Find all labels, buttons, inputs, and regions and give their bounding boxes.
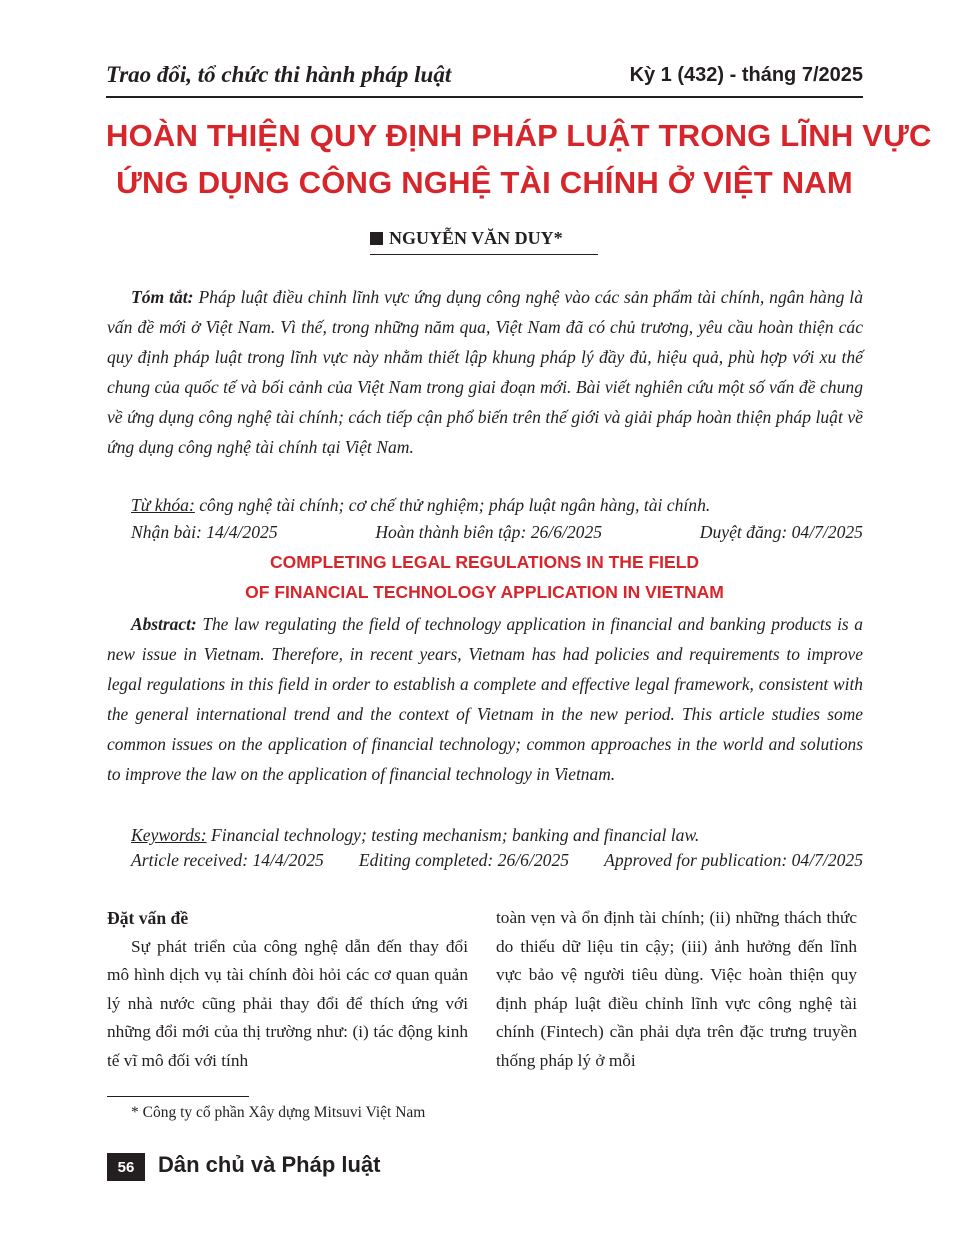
square-bullet-icon xyxy=(370,232,383,245)
body-text-left: Sự phát triển của công nghệ dẫn đến thay đổi mô hình dịch vụ tài chính đòi hỏi các cơ quan quản lý nhà nước cũng phải thay đổi để thích ứng với những đổi mới của thị trường như: (i) tác động kinh tế vĩ mô đối với tính xyxy=(107,936,468,1070)
keywords-vn-text: công nghệ tài chính; cơ chế thử nghiệm; pháp luật ngân hàng, tài chính. xyxy=(199,495,711,515)
approved-date-en: Approved for publication: 04/7/2025 xyxy=(604,850,863,870)
english-title-line-2: OF FINANCIAL TECHNOLOGY APPLICATION IN VIETNAM xyxy=(245,582,724,602)
keywords-en xyxy=(107,820,863,850)
article-title-line-2: ỨNG DỤNG CÔNG NGHỆ TÀI CHÍNH Ở VIỆT NAM xyxy=(116,165,853,200)
dates-vn xyxy=(131,522,863,543)
section-heading: Đặt vấn đề xyxy=(107,908,189,928)
article-title-line-1: HOÀN THIỆN QUY ĐỊNH PHÁP LUẬT TRONG LĨNH VỰC xyxy=(106,118,932,153)
body-text-right: toàn vẹn và ổn định tài chính; (ii) những thách thức do thiếu dữ liệu tin cậy; (iii) ảnh hưởng đến lĩnh vực bảo vệ người tiêu dùng. Việc hoàn thiện quy định pháp luật điều chỉnh lĩnh vực công nghệ tài chính (Fintech) cần phải dựa trên đặc trưng truyền thống pháp lý ở mỗi xyxy=(496,908,857,1070)
edited-date-vn: Hoàn thành biên tập: 26/6/2025 xyxy=(375,522,603,542)
received-date-vn: Nhận bài: 14/4/2025 xyxy=(131,522,278,542)
journal-name: Dân chủ và Pháp luật xyxy=(158,1152,381,1177)
author-byline xyxy=(370,228,563,249)
abstract-vn-label: Tóm tắt: xyxy=(131,287,194,307)
abstract-en-text: The law regulating the field of technology application in financial and banking products is a new issue in Vietnam. Therefore, in recent years, Vietnam has had policies and requirements to improve legal regulations in this field in order to establish a complete and effective legal framework, consistent with the general international trend and the context of Vietnam in the new period. This article studies some common issues on the application of financial technology; common approaches in the world and solutions to improve the law on the application of financial technology in Vietnam. xyxy=(107,614,863,784)
header-divider xyxy=(106,96,863,98)
section-name: Trao đổi, tổ chức thi hành pháp luật xyxy=(106,62,452,87)
body-column-right xyxy=(496,904,857,1075)
dates-en xyxy=(131,850,863,871)
page-number: 56 xyxy=(107,1153,145,1181)
abstract-vn xyxy=(107,282,863,462)
author-footnote: * Công ty cổ phần Xây dựng Mitsuvi Việt Nam xyxy=(131,1104,426,1121)
keywords-en-text: Financial technology; testing mechanism; banking and financial law. xyxy=(211,825,700,845)
abstract-en xyxy=(107,609,863,789)
body-column-left xyxy=(107,904,468,1075)
abstract-en-label: Abstract: xyxy=(131,614,197,634)
approved-date-vn: Duyệt đăng: 04/7/2025 xyxy=(699,522,863,542)
keywords-vn-label: Từ khóa: xyxy=(131,495,195,515)
abstract-vn-text: Pháp luật điều chỉnh lĩnh vực ứng dụng công nghệ vào các sản phẩm tài chính, ngân hàng là vấn đề mới ở Việt Nam. Vì thế, trong những năm qua, Việt Nam đã có chủ trương, yêu cầu hoàn thiện các quy định pháp luật trong lĩnh vực này nhằm thiết lập khung pháp lý đầy đủ, hiệu quả, phù hợp với xu thế chung của quốc tế và bối cảnh của Việt Nam trong giai đoạn mới. Bài viết nghiên cứu một số vấn đề chung về ứng dụng công nghệ tài chính; cách tiếp cận phổ biến trên thế giới và giải pháp hoàn thiện pháp luật về ứng dụng công nghệ tài chính tại Việt Nam. xyxy=(107,287,863,457)
issue-label: Kỳ 1 (432) - tháng 7/2025 xyxy=(629,64,863,86)
author-name: NGUYỄN VĂN DUY* xyxy=(389,228,563,248)
keywords-en-label: Keywords: xyxy=(131,825,207,845)
author-underline xyxy=(370,254,598,255)
keywords-vn xyxy=(107,490,863,520)
footnote-divider xyxy=(107,1096,249,1097)
received-date-en: Article received: 14/4/2025 xyxy=(131,850,324,870)
edited-date-en: Editing completed: 26/6/2025 xyxy=(358,850,570,870)
english-title-line-1: COMPLETING LEGAL REGULATIONS IN THE FIELD xyxy=(269,552,700,572)
